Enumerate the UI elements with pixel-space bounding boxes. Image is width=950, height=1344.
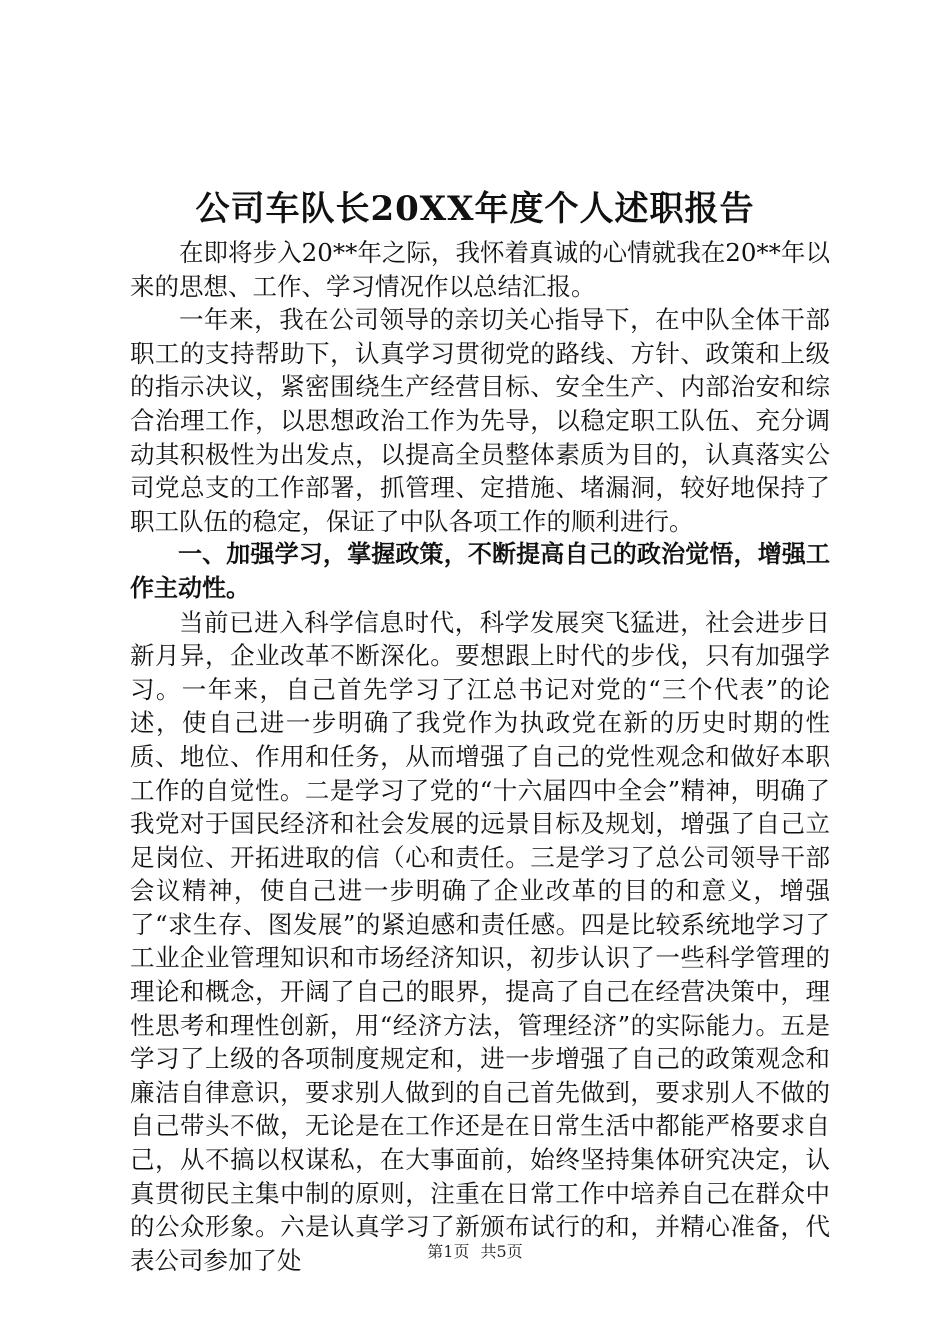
- page-number: 第1页: [427, 1242, 470, 1261]
- page-total: 共5页: [480, 1242, 523, 1261]
- paragraph-study: 当前已进入科学信息时代，科学发展突飞猛进，社会进步日新月异，企业改革不断深化。要想跟上时代的步伐，只有加强学习。一年来，自己首先学习了江总书记对党的“三个代表”的论述，使自己进一步明确了我党作为执政党在新的历史时期的性质、地位、作用和任务，从而增强了自己的党性观念和做好本职工作的自觉性。二是学习了党的“十六届四中全会”精神，明确了我党对于国民经济和社会发展的远景目标及规划，增强了自己立足岗位、开拓进取的信（心和责任。三是学习了总公司领导干部会议精神，使自己进一步明确了企业改革的目的和意义，增强了“求生存、图发展”的紧迫感和责任感。四是比较系统地学习了工业企业管理知识和市场经济知识，初步认识了一些科学管理的理论和概念，开阔了自己的眼界，提高了自己在经营决策中，理性思考和理性创新，用“经济方法，管理经济”的实际能力。五是学习了上级的各项制度规定和，进一步增强了自己的政策观念和廉洁自律意识，要求别人做到的自己首先做到，要求别人不做的自己带头不做，无论是在工作还是在日常生活中都能严格要求自己，从不搞以权谋私，在大事面前，始终坚持集体研究决定，认真贯彻民主集中制的原则，注重在日常工作中培养自己在群众中的公众形象。六是认真学习了新颁布试行的和，并精心准备，代表公司参加了处: [130, 607, 830, 1275]
- document-body: [130, 236, 830, 1277]
- document-title: 公司车队长20XX年度个人述职报告: [195, 189, 755, 229]
- paragraph-intro: 在即将步入20**年之际，我怀着真诚的心情就我在20**年以来的思想、工作、学习情况作以总结汇报。: [130, 238, 830, 301]
- page-footer: [0, 1240, 950, 1264]
- paragraph-summary: 一年来，我在公司领导的亲切关心指导下，在中队全体干部职工的支持帮助下，认真学习贯彻党的路线、方针、政策和上级的指示决议，紧密围绕生产经营目标、安全生产、内部治安和综合治理工作，以思想政治工作为先导，以稳定职工队伍、充分调动其积极性为出发点，以提高全员整体素质为目的，认真落实公司党总支的工作部署，抓管理、定措施、堵漏洞，较好地保持了职工队伍的稳定，保证了中队各项工作的顺利进行。: [130, 305, 830, 536]
- section-heading-1: 一、加强学习，掌握政策，不断提高自己的政治觉悟，增强工作主动性。: [130, 540, 830, 602]
